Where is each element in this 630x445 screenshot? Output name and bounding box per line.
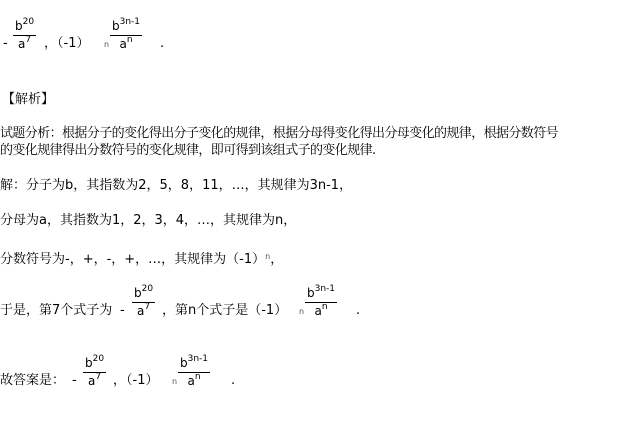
solution-numerator-line: 解：分子为b，其指数为2，5，8，11，…，其规律为3n-1， [0, 178, 353, 193]
top-answer-separator: ，（-1） [44, 36, 90, 51]
fraction-numerator: $b^{20}$ [15, 17, 35, 33]
fraction-numerator: $b^{3n-1}$ [307, 284, 336, 300]
sign-line-end: ， [270, 252, 284, 267]
top-answer-fraction-1 [13, 17, 36, 51]
fraction-denominator: $a^7$ [136, 302, 151, 318]
top-answer-sign: - [3, 36, 8, 51]
solution-sign-line [0, 249, 283, 268]
solution-so-middle: ，第n个式子是（-1） [162, 303, 288, 318]
final-fraction-2 [178, 354, 210, 388]
fraction-denominator: $a^7$ [17, 35, 32, 51]
section-heading: 【解析】 [2, 92, 55, 107]
fraction-denominator: $a^n$ [314, 302, 328, 318]
fraction-numerator: $b^{20}$ [85, 354, 105, 370]
fraction-numerator: $b^{20}$ [134, 284, 154, 300]
top-answer-exponent-n: n [104, 40, 110, 49]
analysis-line-1: 试题分析：根据分子的变化得出分子变化的规律，根据分母得变化得出分母变化的规律，根据分数符号 [0, 126, 559, 141]
final-sign: - [72, 373, 77, 388]
sign-line-exponent: n [265, 252, 271, 261]
top-answer-period: . [160, 36, 165, 51]
solution-so-fraction-1 [132, 284, 155, 318]
fraction-denominator: $a^n$ [119, 35, 133, 51]
final-separator: ，（-1） [113, 373, 159, 388]
final-prefix: 故答案是： [0, 373, 66, 388]
solution-so-period: . [356, 303, 361, 318]
fraction-numerator: $b^{3n-1}$ [180, 354, 209, 370]
solution-so-prefix: 于是，第7个式子为 [0, 303, 113, 318]
final-period: . [231, 373, 236, 388]
analysis-line-2: 的变化规律得出分数符号的变化规律，即可得到该组式子的变化规律. [0, 143, 376, 158]
solution-denominator-line: 分母为a，其指数为1，2，3，4，…，其规律为n， [0, 213, 297, 228]
fraction-denominator: $a^n$ [187, 372, 201, 388]
solution-so-exponent-n: n [299, 307, 305, 316]
fraction-denominator: $a^7$ [87, 372, 102, 388]
top-answer-fraction-2 [110, 17, 142, 51]
solution-so-fraction-2 [305, 284, 337, 318]
final-exponent-n: n [172, 377, 178, 386]
solution-so-sign: - [120, 303, 125, 318]
final-fraction-1 [83, 354, 106, 388]
sign-line-text: 分数符号为-，+，-，+，…，其规律为（-1） [0, 252, 266, 267]
fraction-numerator: $b^{3n-1}$ [112, 17, 141, 33]
